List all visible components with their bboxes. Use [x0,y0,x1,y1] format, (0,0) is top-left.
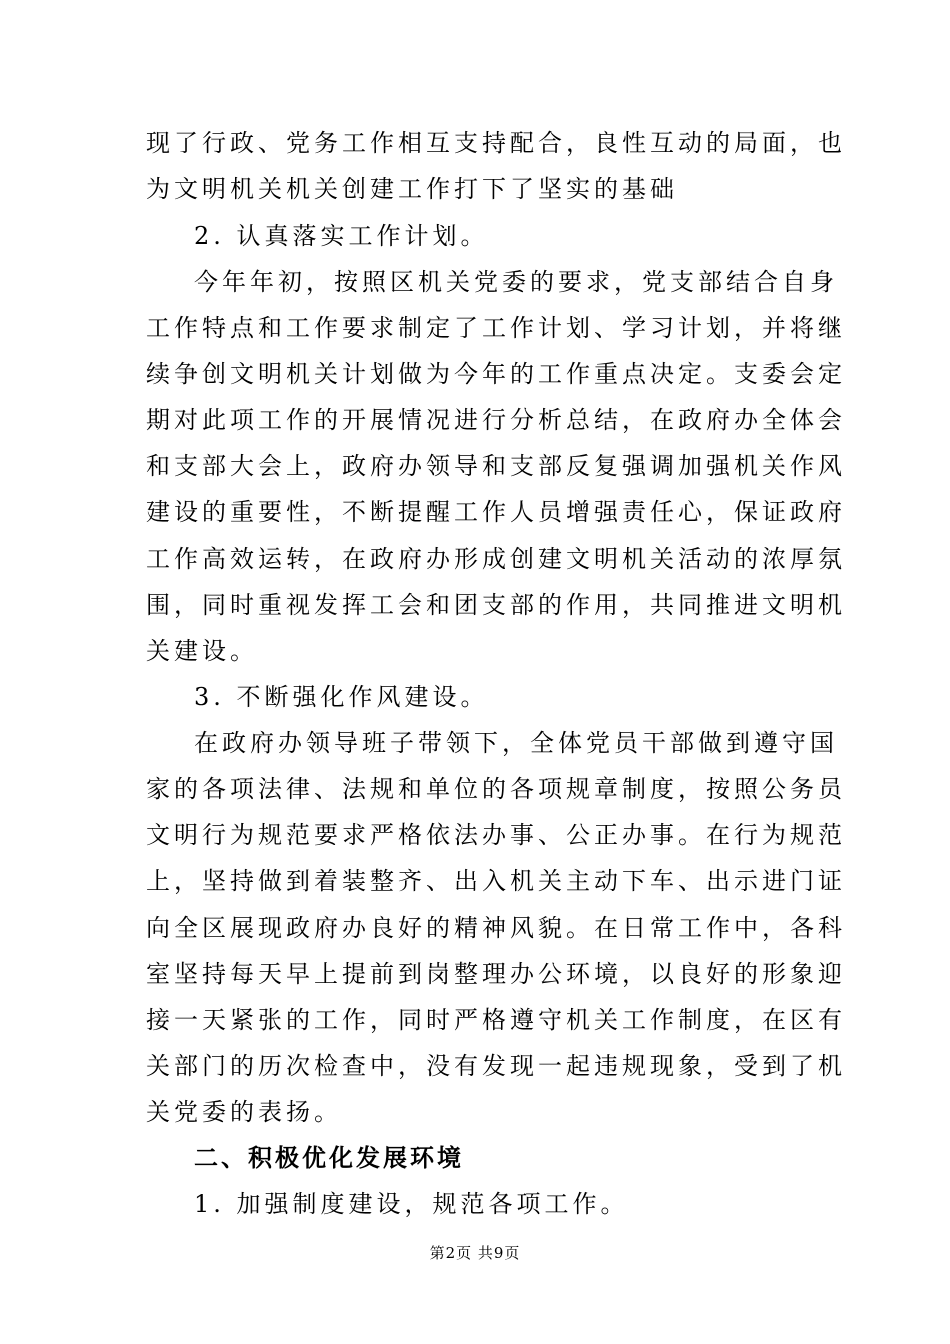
page-number-footer: 第2页 共9页 [429,1244,521,1262]
body-line: 向全区展现政府办良好的精神风貌。在日常工作中，各科 [146,914,846,942]
body-line: 上，坚持做到着装整齐、出入机关主动下车、出示进门证 [146,867,846,895]
body-line: 期对此项工作的开展情况进行分析总结，在政府办全体会 [146,406,846,434]
body-line: 关部门的历次检查中，没有发现一起违规现象，受到了机 [146,1052,846,1080]
body-line: 工作特点和工作要求制定了工作计划、学习计划，并将继 [146,314,846,342]
body-line: 和支部大会上，政府办领导和支部反复强调加强机关作风 [146,452,846,480]
body-line: 关党委的表扬。 [146,1098,342,1126]
body-line: 室坚持每天早上提前到岗整理办公环境，以良好的形象迎 [146,960,846,988]
body-line: 续争创文明机关计划做为今年的工作重点决定。支委会定 [146,360,846,388]
body-line: 今年年初，按照区机关党委的要求，党支部结合自身 [194,268,838,296]
body-line: 围，同时重视发挥工会和团支部的作用，共同推进文明机 [146,591,846,619]
body-line: 家的各项法律、法规和单位的各项规章制度，按照公务员 [146,775,846,803]
body-line: 工作高效运转，在政府办形成创建文明机关活动的浓厚氛 [146,545,846,573]
section-heading: 二、积极优化发展环境 [194,1144,464,1172]
body-line: 文明行为规范要求严格依法办事、公正办事。在行为规范 [146,821,846,849]
body-line: 关建设。 [146,637,258,665]
body-line: 为文明机关机关创建工作打下了坚实的基础 [146,175,678,203]
subheading-2: 2. 认真落实工作计划。 [194,222,489,250]
body-line: 建设的重要性，不断提醒工作人员增强责任心，保证政府 [146,498,846,526]
body-line: 现了行政、党务工作相互支持配合，良性互动的局面，也 [146,129,846,157]
subheading-1: 1. 加强制度建设，规范各项工作。 [194,1190,629,1218]
body-line: 接一天紧张的工作，同时严格遵守机关工作制度，在区有 [146,1006,846,1034]
subheading-3: 3. 不断强化作风建设。 [194,683,489,711]
body-line: 在政府办领导班子带领下，全体党员干部做到遵守国 [194,729,838,757]
